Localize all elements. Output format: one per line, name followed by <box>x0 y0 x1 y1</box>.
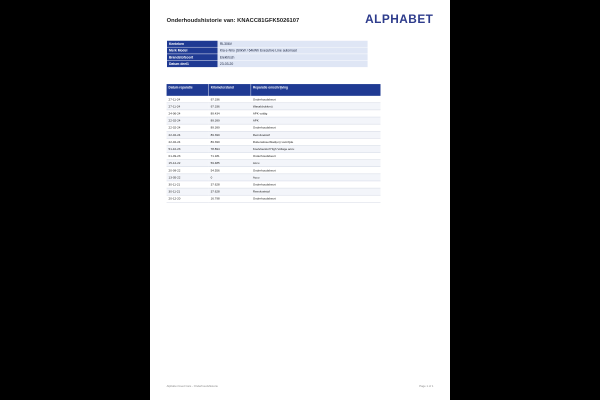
vehicle-info-body <box>167 40 368 67</box>
document-scaler <box>150 0 450 400</box>
cell-date: 01-09-23 <box>167 153 209 160</box>
vehicle-info-label: Kenteken <box>167 40 218 47</box>
cell-date: 27-11-24 <box>167 103 209 110</box>
footer-left-text: Alphabet Used Cars - Onderhoudshistorie <box>166 384 218 388</box>
cell-mileage: 78.894 <box>209 145 251 152</box>
cell-mileage: 89.399 <box>209 124 251 131</box>
cell-description: Wasafdrukken) <box>251 103 381 110</box>
vehicle-info-value: Elektrisch <box>218 54 368 61</box>
vehicle-info-table <box>167 40 368 67</box>
table-row <box>167 40 368 47</box>
cell-description: Onderhoudsbeurt <box>251 181 381 188</box>
table-row <box>167 188 381 195</box>
cell-mileage: 54.556 <box>209 167 251 174</box>
document-body <box>150 0 450 400</box>
cell-description: Onderhoudsbeurt <box>251 195 381 202</box>
column-header-mileage: Kilometerstand <box>209 84 251 96</box>
vehicle-info-value: Kia e-Niro (S0kW / 64kWh Executive Line automaat <box>218 47 368 54</box>
cell-mileage: 89.399 <box>209 138 251 145</box>
cell-description: Accu <box>251 160 381 167</box>
brand-logo: ALPHABET <box>365 12 434 26</box>
cell-mileage: 89.399 <box>209 117 251 124</box>
table-row <box>167 103 381 110</box>
cell-mileage: 37.628 <box>209 188 251 195</box>
table-row <box>167 181 381 188</box>
cell-date: 20-12-20 <box>167 195 209 202</box>
cell-mileage: 97.336 <box>209 96 251 103</box>
table-row <box>167 47 368 54</box>
maintenance-history-body <box>167 96 381 202</box>
cell-mileage: 16.798 <box>209 195 251 202</box>
document-footer <box>167 385 434 390</box>
cell-description: Onderhoudsbeurt <box>251 96 381 103</box>
cell-date: 22-02-24 <box>167 131 209 138</box>
cell-description: Onderhoudsbeurt <box>251 167 381 174</box>
cell-date: 30-11-21 <box>167 181 209 188</box>
maintenance-history-head <box>167 84 381 96</box>
cell-description: Accu <box>251 174 381 181</box>
cell-description: Remvloeistof <box>251 131 381 138</box>
cell-mileage: 59.485 <box>209 160 251 167</box>
table-row <box>167 110 381 117</box>
cell-description: Onderhoudsbeurt <box>251 124 381 131</box>
document-header <box>167 12 434 34</box>
cell-mileage: 71.181 <box>209 153 251 160</box>
cell-date: 24-06-24 <box>167 110 209 117</box>
table-row <box>167 167 381 174</box>
cell-description: APK <box>251 117 381 124</box>
cell-mileage: 37.628 <box>209 181 251 188</box>
table-row <box>167 153 381 160</box>
cell-mileage: 89.399 <box>209 131 251 138</box>
cell-date: 13-05-22 <box>167 174 209 181</box>
column-header-date: Datum reparatie <box>167 84 209 96</box>
cell-mileage: 97.336 <box>209 103 251 110</box>
table-row <box>167 138 381 145</box>
cell-date: 22-02-24 <box>167 117 209 124</box>
cell-description: Koelvloeistof High Voltage accu <box>251 145 381 152</box>
cell-date: 27-11-24 <box>167 96 209 103</box>
table-row <box>167 145 381 152</box>
page-title: Onderhoudshistorie van: KNACC81GFK5026107 <box>166 17 300 24</box>
cell-date: 22-02-24 <box>167 124 209 131</box>
table-row <box>167 96 381 103</box>
cell-description: Onderhoudsbeurt <box>251 153 381 160</box>
table-row <box>167 117 381 124</box>
column-header-description: Reparatie omschrijving <box>251 84 381 96</box>
cell-description: Remvloeistof <box>251 188 381 195</box>
table-header-row <box>167 84 381 96</box>
table-row <box>167 160 381 167</box>
cell-date: 22-02-24 <box>167 138 209 145</box>
cell-date: 20-09-22 <box>167 167 209 174</box>
cell-date: 51-10-23 <box>167 145 209 152</box>
cell-description: APK voldig <box>251 110 381 117</box>
table-row <box>167 174 381 181</box>
table-row <box>167 131 381 138</box>
cell-date: 30-11-21 <box>167 188 209 195</box>
maintenance-history-section <box>167 84 434 202</box>
table-row <box>167 124 381 131</box>
table-row <box>167 61 368 68</box>
table-row <box>167 195 381 202</box>
vehicle-info-value: 23-03-20 <box>218 61 368 68</box>
maintenance-history-table <box>167 84 381 202</box>
document-page <box>150 0 450 400</box>
cell-mileage: 0 <box>209 174 251 181</box>
cell-date: 15-12-22 <box>167 160 209 167</box>
vehicle-info-value: RL306V <box>218 40 368 47</box>
vehicle-info-label: Merk Model <box>167 47 218 54</box>
cell-description: Ruitenwisserblad(en) voorzijde <box>251 138 381 145</box>
cell-mileage: 89.434 <box>209 110 251 117</box>
footer-page-number: Page 1 of 1 <box>419 384 434 388</box>
vehicle-info-label: Brandstofsoort <box>167 54 218 61</box>
table-row <box>167 54 368 61</box>
vehicle-info-label: Datum deel1 <box>167 61 218 68</box>
